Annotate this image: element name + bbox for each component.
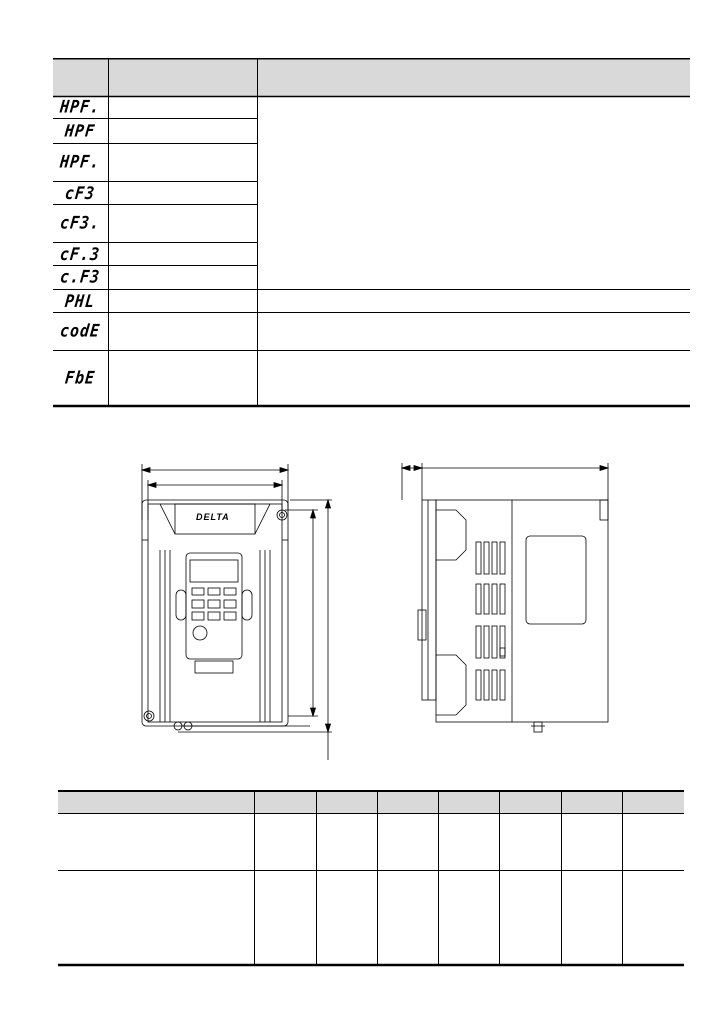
speed-knob-icon (193, 626, 207, 640)
side-body (436, 500, 608, 722)
side-label-area (526, 536, 586, 624)
side-vents (476, 542, 505, 700)
fault-table-grid (53, 58, 690, 408)
table-row (53, 313, 108, 350)
fault-code: HPF. (59, 151, 102, 173)
fault-code: cF3. (59, 212, 102, 234)
fault-code: cF.3 (59, 243, 102, 265)
fault-code: FbE (64, 367, 97, 389)
table-row (53, 182, 108, 204)
fault-code: c.F3 (59, 266, 102, 288)
table-row (53, 119, 108, 143)
fault-code: HPF. (59, 96, 102, 118)
table-row (53, 205, 108, 242)
fault-code: HPF (64, 120, 97, 142)
fault-code: PHL (64, 290, 97, 312)
brand-logo: DELTA (196, 512, 230, 522)
table-row (53, 290, 108, 312)
table-row (53, 351, 108, 406)
dimension-drawing (120, 460, 640, 770)
fault-code-table (53, 58, 690, 408)
table-row (53, 144, 108, 181)
table-row (53, 97, 108, 118)
table-row (53, 266, 108, 289)
table-row (53, 243, 108, 265)
keypad-panel (186, 553, 242, 659)
fault-code: cF3 (64, 182, 97, 204)
spec-table (58, 789, 684, 969)
fault-code: codE (59, 320, 102, 342)
